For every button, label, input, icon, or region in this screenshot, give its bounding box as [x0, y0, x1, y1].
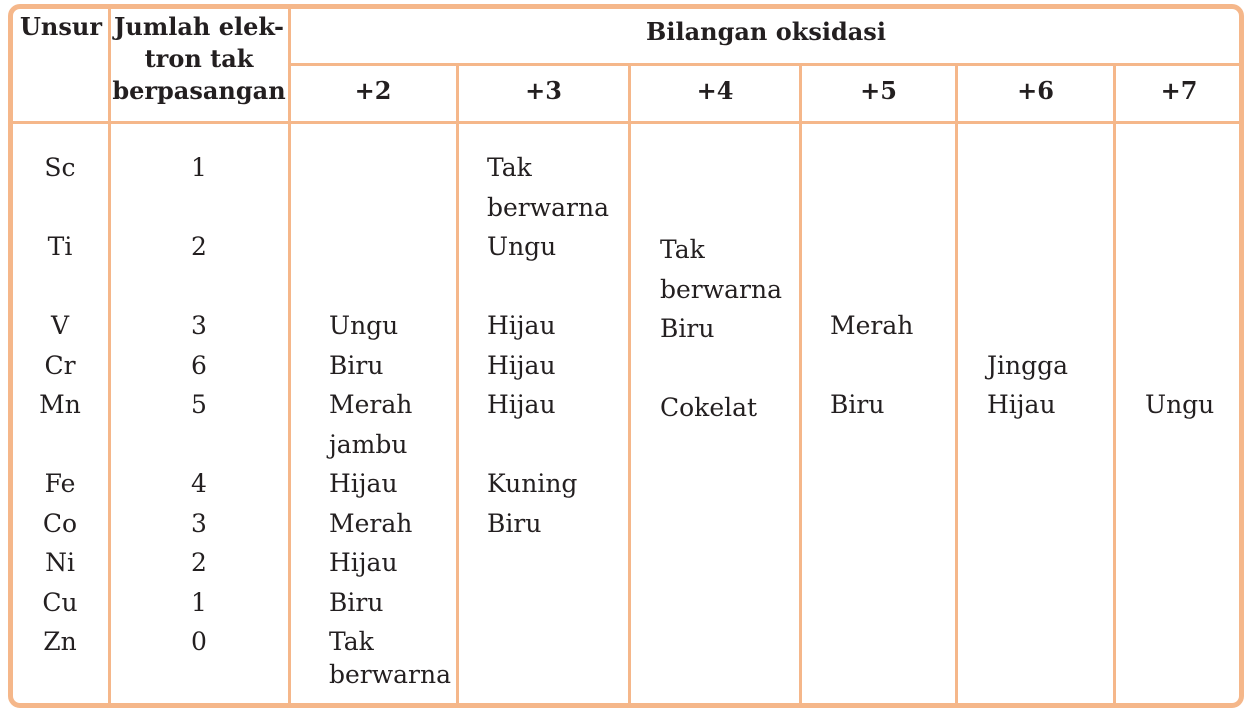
unpaired-count: 3: [191, 509, 207, 538]
color-plus7-mn: Ungu: [1145, 390, 1215, 419]
color-plus3-sc-cont: berwarna: [487, 193, 610, 222]
color-plus4-ti: Tak: [660, 235, 705, 264]
header-ox-plus6: +6: [1017, 76, 1054, 105]
element-label: Cr: [44, 351, 76, 380]
header-jumlah-line2: tron tak: [144, 44, 254, 73]
color-plus2-v: Ungu: [329, 311, 399, 340]
element-label: Ni: [45, 548, 75, 577]
header-ox-plus7: +7: [1160, 76, 1198, 105]
col-divider: [955, 64, 958, 708]
unpaired-count: 0: [191, 627, 207, 656]
color-plus4-v: Biru: [660, 314, 715, 343]
col-divider: [456, 64, 459, 708]
element-label: Fe: [44, 469, 76, 498]
color-plus3-mn: Hijau: [487, 390, 556, 419]
unpaired-count: 1: [191, 153, 207, 182]
color-plus5-mn: Biru: [830, 390, 885, 419]
color-plus2-zn: Tak: [329, 627, 374, 656]
color-plus6-mn: Hijau: [987, 390, 1056, 419]
element-label: Ti: [47, 232, 73, 261]
header-bilangan-oksidasi: Bilangan oksidasi: [646, 17, 886, 46]
header-jumlah-line1: Jumlah elek-: [114, 12, 284, 41]
header-ox-plus5: +5: [860, 76, 897, 105]
col-divider: [628, 64, 631, 708]
color-plus3-v: Hijau: [487, 311, 556, 340]
row-divider: [290, 63, 1242, 66]
element-label: V: [50, 311, 70, 340]
unpaired-count: 2: [191, 548, 207, 577]
element-label: Mn: [39, 390, 81, 419]
header-ox-plus4: +4: [696, 76, 734, 105]
unpaired-count: 5: [191, 390, 207, 419]
color-plus2-cr: Biru: [329, 351, 384, 380]
header-bottom-divider: [12, 121, 1242, 124]
col-divider: [799, 64, 802, 708]
color-plus2-cu: Biru: [329, 588, 384, 617]
unpaired-count: 4: [191, 469, 207, 498]
color-plus2-zn-cont: berwarna: [329, 660, 452, 689]
col-divider: [288, 8, 291, 708]
element-label: Co: [42, 509, 78, 538]
color-plus4-ti-cont: berwarna: [660, 275, 783, 304]
header-jumlah-line3: berpasangan: [112, 76, 286, 105]
header-ox-plus2: +2: [354, 76, 392, 105]
color-plus3-fe: Kuning: [487, 469, 578, 498]
element-label: Cu: [42, 588, 78, 617]
element-label: Sc: [44, 153, 76, 182]
color-plus4-mn: Cokelat: [660, 393, 758, 422]
col-divider: [1113, 64, 1116, 708]
header-ox-plus3: +3: [525, 76, 562, 105]
color-plus6-cr: Jingga: [987, 351, 1069, 380]
color-plus2-co: Merah: [329, 509, 413, 538]
color-plus2-mn-cont: jambu: [329, 430, 408, 459]
unpaired-count: 1: [191, 588, 207, 617]
unpaired-count: 3: [191, 311, 207, 340]
unpaired-count: 2: [191, 232, 207, 261]
color-plus2-mn: Merah: [329, 390, 413, 419]
header-unsur: Unsur: [20, 12, 102, 41]
unpaired-count: 6: [191, 351, 207, 380]
color-plus2-fe: Hijau: [329, 469, 398, 498]
color-plus3-ti: Ungu: [487, 232, 557, 261]
color-plus2-ni: Hijau: [329, 548, 398, 577]
color-plus3-sc: Tak: [487, 153, 532, 182]
color-plus3-cr: Hijau: [487, 351, 556, 380]
color-plus3-co: Biru: [487, 509, 542, 538]
color-plus5-v: Merah: [830, 311, 914, 340]
element-label: Zn: [43, 627, 77, 656]
